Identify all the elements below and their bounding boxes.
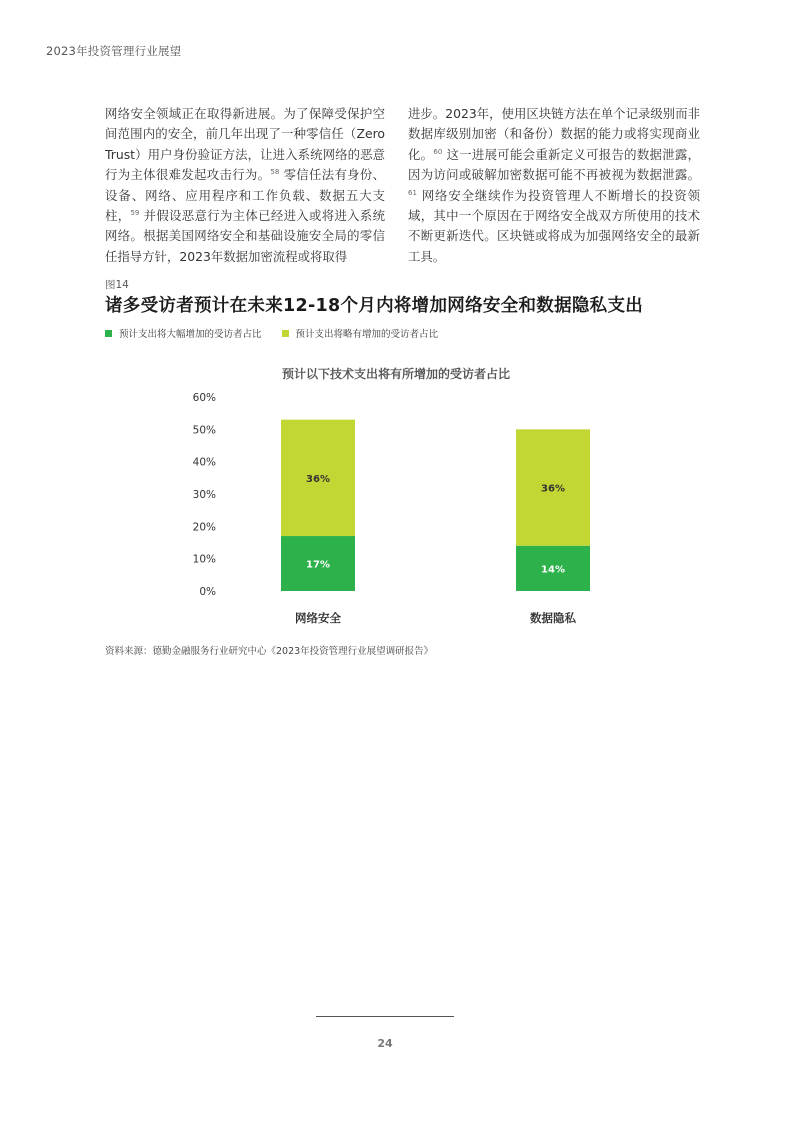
body-text: 这一进展可能会重新定义可报告的数据泄露，因为访问或破解加密数据可能不再被视为数据泄露。: [408, 146, 700, 183]
footnote-marker: 60: [433, 147, 443, 156]
y-tick-label: 40%: [192, 456, 216, 469]
body-text: 进步。2023年，使用区块链方法在单个记录级别而非数据库级别加密（和备份）数据的能力或将实现商业化。: [408, 106, 700, 162]
data-label: 36%: [541, 483, 565, 495]
body-text: 并假设恶意行为主体已经进入或将进入系统网络。根据美国网络安全和基础设施安全局的零信任指导方针，2023年数据加密流程或将取得: [105, 208, 385, 264]
legend-label: 预计支出将略有增加的受访者占比: [295, 329, 439, 340]
body-text: 零信任法有身份、设备、网络、应用程序和工作负载、数据五大支柱，: [105, 167, 385, 224]
data-label: 14%: [541, 564, 565, 576]
source-note: 资料来源：德勤金融服务行业研究中心《2023年投资管理行业展望调研报告》: [105, 646, 434, 657]
data-label: 17%: [306, 559, 330, 571]
data-label: 36%: [306, 473, 330, 485]
y-tick-label: 50%: [192, 424, 216, 437]
y-tick-label: 0%: [199, 586, 216, 598]
body-text: 网络安全领域正在取得新进展。为了保障受保护空间范围内的安全，前几年出现了一种零信任（Zero Trust）用户身份验证方法，让进入系统网络的恶意行为主体很难发起攻击行为。: [105, 106, 385, 183]
y-tick-label: 60%: [192, 392, 216, 404]
legend-label: 预计支出将大幅增加的受访者占比: [119, 329, 262, 340]
chart-title: 预计以下技术支出将有所增加的受访者占比: [281, 367, 511, 381]
page-number: 24: [377, 1037, 393, 1050]
y-tick-label: 10%: [192, 553, 216, 566]
y-tick-label: 30%: [192, 489, 216, 501]
footnote-marker: 58: [270, 168, 280, 177]
figure-label: 图14: [105, 279, 129, 291]
footnote-marker: 59: [130, 208, 140, 217]
x-category-label: 数据隐私: [530, 611, 576, 625]
figure-title: 诸多受访者预计在未来12-18个月内将增加网络安全和数据隐私支出: [105, 296, 644, 316]
body-text: 网络安全继续作为投资管理人不断增长的投资领域，其中一个原因在于网络安全战双方所使用的技术不断更新迭代。区块链或将成为加强网络安全的最新工具。: [408, 187, 700, 264]
x-category-label: 网络安全: [295, 611, 341, 625]
y-tick-label: 20%: [192, 521, 216, 534]
footer-divider: [316, 1016, 454, 1017]
footnote-marker: 61: [408, 188, 417, 197]
running-header: 2023年投资管理行业展望: [46, 44, 182, 58]
